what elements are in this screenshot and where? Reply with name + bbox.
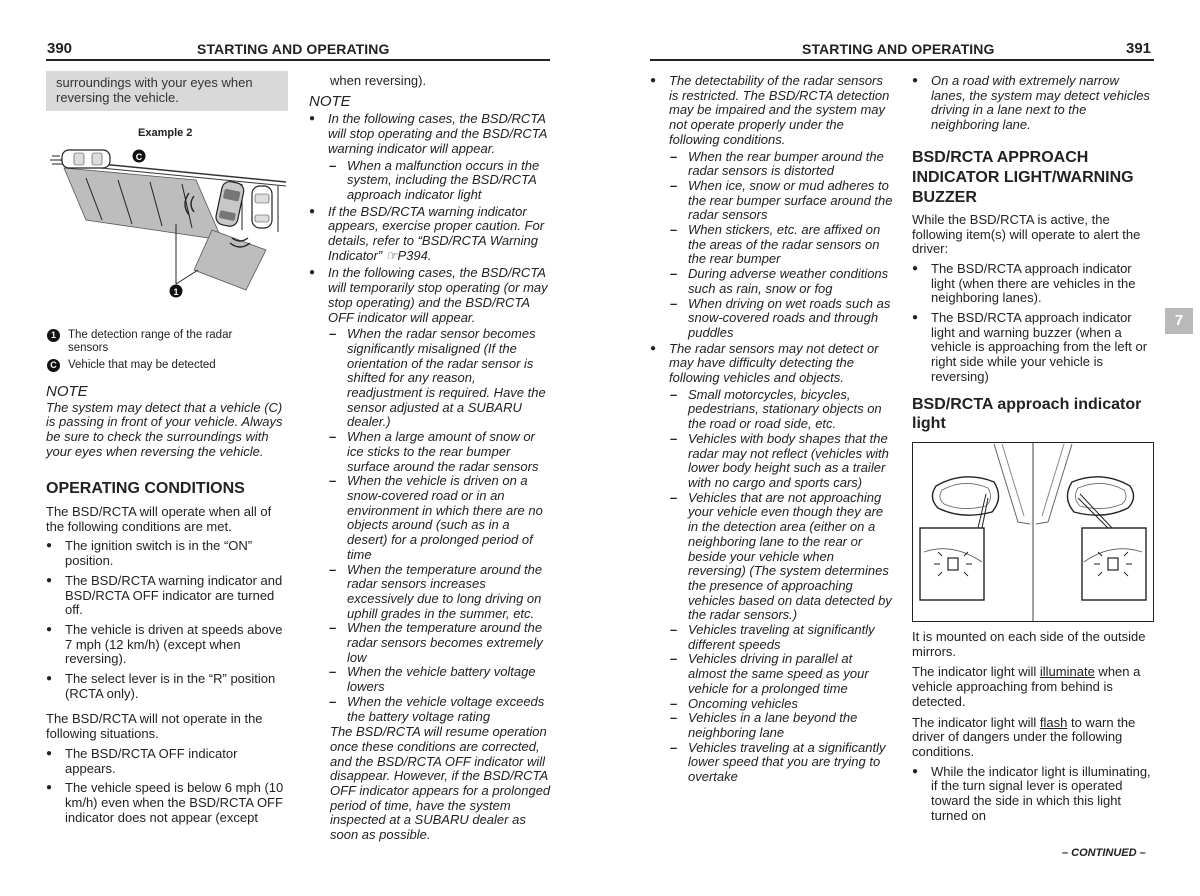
note-2-subitem: – When the vehicle voltage exceeds the battery voltage rating [328, 695, 552, 724]
col3-subitem: – Vehicles with body shapes that the radar may not reflect (vehicles with lower body height such as a trailer with no cargo and sports cars) [669, 432, 893, 491]
col3-subitem: – During adverse weather conditions such as rain, snow or fog [669, 267, 893, 296]
reversing-car [215, 180, 246, 228]
right-header-title: STARTING AND OPERATING [802, 41, 995, 57]
note-2-subitem: – When a malfunction occurs in the system, including the BSD/RCTA approach indicator light [328, 159, 552, 203]
note-2-subitem: – When the vehicle battery voltage lowers [328, 665, 552, 694]
left-header-rule [46, 59, 550, 61]
continued-footer: – CONTINUED – [1062, 847, 1146, 859]
col3-subitem: – Vehicles traveling at a significantly lower speed that you are trying to overtake [669, 741, 893, 785]
note-2-subitem: – When the temperature around the radar sensors becomes extremely low [328, 621, 552, 665]
col3-item: ● The radar sensors may not detect or may have difficulty detecting the following vehicles and objects. [650, 342, 893, 386]
flash-word: flash [1039, 714, 1068, 730]
col2-continuation: when reversing). [330, 73, 427, 88]
column-2 [309, 74, 552, 843]
note-2-heading: NOTE [309, 92, 351, 110]
gray-box-text: surroundings with your eyes when reversing the vehicle. [56, 75, 253, 105]
note-2-subitem: – When the vehicle is driven on a snow-covered road or in an environment in which there are no objects around (such as in a desert) for a prolonged period of time [328, 474, 552, 562]
col3-subitem: – Small motorcycles, bicycles, pedestrians, stationary objects on the road or road side, etc. [669, 388, 893, 432]
continuation-gray-box [46, 71, 288, 111]
right-mirror [1067, 477, 1133, 515]
not-operate-item: ● The vehicle speed is below 6 mph (10 km/h) even when the BSD/RCTA OFF indicator does not appear (except [46, 781, 290, 825]
figure-title: Example 2 [138, 127, 193, 139]
leader-line [176, 270, 198, 284]
approach-intro: While the BSD/RCTA is active, the following item(s) will operate to alert the driver: [912, 211, 1141, 257]
flash-pre: The indicator light will [912, 714, 1040, 730]
example-2-figure [46, 120, 288, 310]
col3-subitem: – When ice, snow or mud adheres to the rear bumper surface around the radar sensors [669, 179, 893, 223]
operating-conditions-section [46, 479, 290, 825]
col3-subitem: – When the rear bumper around the radar sensors is distorted [669, 150, 893, 179]
note-1-text: The system may detect that a vehicle (C) is passing in front of your vehicle. Always be sure to check the surroundings with your eyes when reversing the vehicle. [46, 399, 283, 459]
mounted-text: It is mounted on each side of the outside mirrors. [912, 629, 1146, 659]
marker-c-label: C [135, 152, 143, 162]
note-1-heading: NOTE [46, 383, 88, 400]
right-header-rule [650, 59, 1154, 61]
condition-item: ● The vehicle is driven at speeds above 7 mph (12 km/h) (except when reversing). [46, 623, 290, 667]
chapter-tab: 7 [1165, 308, 1193, 334]
condition-item: ● The select lever is in the “R” position (RCTA only). [46, 672, 290, 701]
illuminate-post: when a vehicle approaching from behind is detected. [912, 664, 1141, 709]
col3-item: ● The detectability of the radar sensors is restricted. The BSD/RCTA detection may be impaired and the system may not operate properly under the following conditions. [650, 74, 893, 148]
column-3 [650, 74, 893, 785]
approach-light-subheading: BSD/RCTA approach indicator light [912, 395, 1142, 432]
column-4-lower [912, 630, 1157, 823]
not-operate-item: ● The BSD/RCTA OFF indicator appears. [46, 747, 290, 776]
note-2-item: ● In the following cases, the BSD/RCTA will temporarily stop operating (or may stop operating) and the BSD/RCTA OFF indicator will appear. [309, 266, 552, 325]
col3-subitem: – Vehicles driving in parallel at almost the same speed as your vehicle for a prolonged time [669, 652, 893, 696]
flash-condition-item: ● While the indicator light is illuminating, if the turn signal lever is operated toward the side in which this light turned on [912, 765, 1157, 824]
note-2-item: ● If the BSD/RCTA warning indicator appears, exercise proper caution. For details, refer to “BSD/RCTA Warning Indicator” ☞P394. [309, 205, 552, 264]
note-2-subitem: – When a large amount of snow or ice sticks to the rear bumper surface around the radar sensors [328, 430, 552, 474]
illuminate-word: illuminate [1039, 664, 1095, 680]
parked-car [252, 186, 272, 228]
col4-top-item: ● On a road with extremely narrow lanes, the system may detect vehicles driving in a lane next to the neighboring lane. [912, 74, 1157, 133]
note-2-subitem: – When the radar sensor becomes significantly misaligned (If the orientation of the radar sensor is shifted for any reason, readjustment is required. Have the sensor adjusted at a SUBARU dealer.) [328, 327, 552, 430]
mirror-indicator-figure [912, 442, 1154, 622]
detection-area-lower [194, 230, 266, 290]
legend-1-text: The detection range of the radar sensors [68, 329, 233, 354]
right-page-number: 391 [1126, 40, 1152, 57]
condition-item: ● The ignition switch is in the “ON” position. [46, 539, 290, 568]
approaching-car-c [50, 150, 110, 168]
illuminate-text [912, 665, 1157, 709]
col3-subitem: – When stickers, etc. are affixed on the areas of the radar sensors on the rear bumper [669, 223, 893, 267]
detection-range-diagram [46, 120, 288, 310]
legend-1 [50, 329, 268, 355]
left-page-number: 390 [47, 40, 73, 57]
col3-subitem: – When driving on wet roads such as snow-covered roads and through puddles [669, 297, 893, 341]
left-header-title: STARTING AND OPERATING [197, 41, 390, 57]
illuminate-pre: The indicator light will [912, 664, 1040, 680]
col3-subitem: – Vehicles that are not approaching your vehicle even though they are in the detection area (either on a neighboring lane to the rear or beside your vehicle when reversing) (The system determines the presence of approaching vehicles based on data detected by the radar sensors.) [669, 491, 893, 623]
note-2-subitem: – When the temperature around the radar sensors increases excessively due to long driving on uphill grades in the summer, etc. [328, 563, 552, 622]
marker-1-label: 1 [173, 287, 179, 297]
left-mirror [932, 477, 998, 515]
mirror-indicator-illustration [912, 442, 1154, 622]
legend-2-text: Vehicle that may be detected [68, 359, 216, 371]
legend-2-badge: C [47, 359, 60, 372]
right-indicator-light [1108, 558, 1118, 570]
left-indicator-light [948, 558, 958, 570]
column-4 [912, 74, 1157, 433]
col3-subitem: – Vehicles in a lane beyond the neighboring lane [669, 711, 893, 740]
approach-indicator-heading: BSD/RCTA APPROACH INDICATOR LIGHT/WARNING BUZZER [912, 148, 1134, 206]
alert-item: ● The BSD/RCTA approach indicator light (when there are vehicles in the neighboring lanes). [912, 262, 1157, 306]
note-2-item: ● In the following cases, the BSD/RCTA will stop operating and the BSD/RCTA warning indicator will appear. [309, 112, 552, 156]
legend-1-badge: 1 [47, 329, 60, 342]
condition-item: ● The BSD/RCTA warning indicator and BSD/RCTA OFF indicator are turned off. [46, 574, 290, 618]
operating-conditions-intro: The BSD/RCTA will operate when all of the following conditions are met. [46, 504, 272, 534]
detection-area-upper [64, 168, 222, 240]
not-operate-intro: The BSD/RCTA will not operate in the following situations. [46, 711, 263, 742]
col3-subitem: – Vehicles traveling at significantly different speeds [669, 623, 893, 652]
legend-2 [50, 359, 268, 372]
alert-item: ● The BSD/RCTA approach indicator light and warning buzzer (when a vehicle is approaching from the left or right side while your vehicle is reversing) [912, 311, 1157, 385]
note-1 [46, 385, 290, 460]
flash-text [912, 716, 1157, 760]
operating-conditions-heading: OPERATING CONDITIONS [46, 480, 245, 497]
col3-subitem: – Oncoming vehicles [669, 697, 893, 712]
note-2-closing: The BSD/RCTA will resume operation once these conditions are corrected, and the BSD/RCTA OFF indicator will disappear. However, if the BSD/RCTA OFF indicator appears for a prolonged period of time, have the system inspected at a SUBARU dealer as soon as possible. [330, 724, 551, 843]
flash-post: to warn the driver of dangers under the following conditions. [912, 714, 1136, 759]
